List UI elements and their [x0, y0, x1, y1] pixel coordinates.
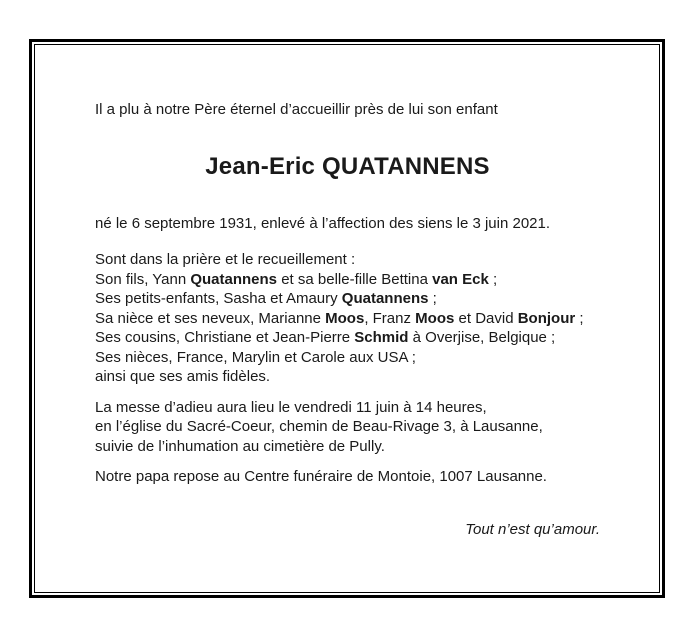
text-segment: van Eck	[432, 270, 489, 288]
text-segment: Sa nièce et ses neveux, Marianne	[95, 309, 326, 327]
text-segment: à Overjise, Belgique ;	[408, 329, 556, 346]
family-line-niece-nephews	[95, 309, 600, 329]
text-segment: Schmid	[354, 329, 409, 346]
text-segment: ;	[575, 309, 584, 327]
repose-line: Notre papa repose au Centre funéraire de Montoie, 1007 Lausanne.	[95, 468, 547, 485]
family-line-son	[95, 270, 600, 290]
text-segment: Ses nièces, France, Marylin et Carole aux USA ;	[95, 348, 416, 366]
notice-content	[35, 45, 659, 539]
birth-death-line: né le 6 septembre 1931, enlevé à l’affection des siens le 3 juin 2021.	[95, 214, 551, 232]
text-segment: , Franz	[364, 309, 416, 327]
family-line-nieces-usa	[95, 348, 600, 368]
deceased-name: Jean-Eric QUATANNENS	[205, 152, 490, 180]
family-line-cousins	[95, 328, 600, 348]
family-line-grandchildren	[95, 289, 600, 309]
closing-quote: Tout n’est qu’amour.	[465, 520, 600, 538]
text-segment: et David	[454, 309, 518, 327]
text-segment: Ses petits-enfants, Sasha et Amaury	[95, 290, 342, 307]
ceremony-line-burial: suivie de l’inhumation au cimetière de Pully.	[95, 437, 385, 455]
text-segment: Bonjour	[517, 309, 576, 327]
text-segment: Ses cousins, Christiane et Jean-Pierre	[95, 329, 355, 346]
notice-frame	[29, 39, 665, 598]
text-segment: Son fils, Yann	[95, 270, 191, 288]
intro-line: Il a plu à notre Père éternel d’accueillir près de lui son enfant	[95, 101, 498, 118]
text-segment: Quatannens	[341, 290, 429, 307]
text-segment: et sa belle-fille Bettina	[277, 270, 433, 288]
text-segment: ;	[488, 270, 498, 288]
text-segment: ;	[428, 290, 437, 307]
ceremony-line-date: La messe d’adieu aura lieu le vendredi 11 juin à 14 heures,	[95, 398, 487, 416]
text-segment: ainsi que ses amis fidèles.	[95, 368, 271, 385]
notice-frame-inner	[34, 44, 660, 593]
ceremony-paragraph	[95, 398, 600, 457]
family-line-friends	[95, 367, 600, 387]
text-segment: Moos	[325, 309, 365, 327]
family-list	[95, 250, 600, 387]
ceremony-line-church: en l’église du Sacré-Coeur, chemin de Beau-Rivage 3, à Lausanne,	[95, 418, 543, 435]
text-segment: Moos	[415, 309, 455, 327]
family-list-heading	[95, 250, 600, 270]
text-segment: Sont dans la prière et le recueillement :	[95, 251, 356, 268]
text-segment: Quatannens	[190, 270, 278, 288]
